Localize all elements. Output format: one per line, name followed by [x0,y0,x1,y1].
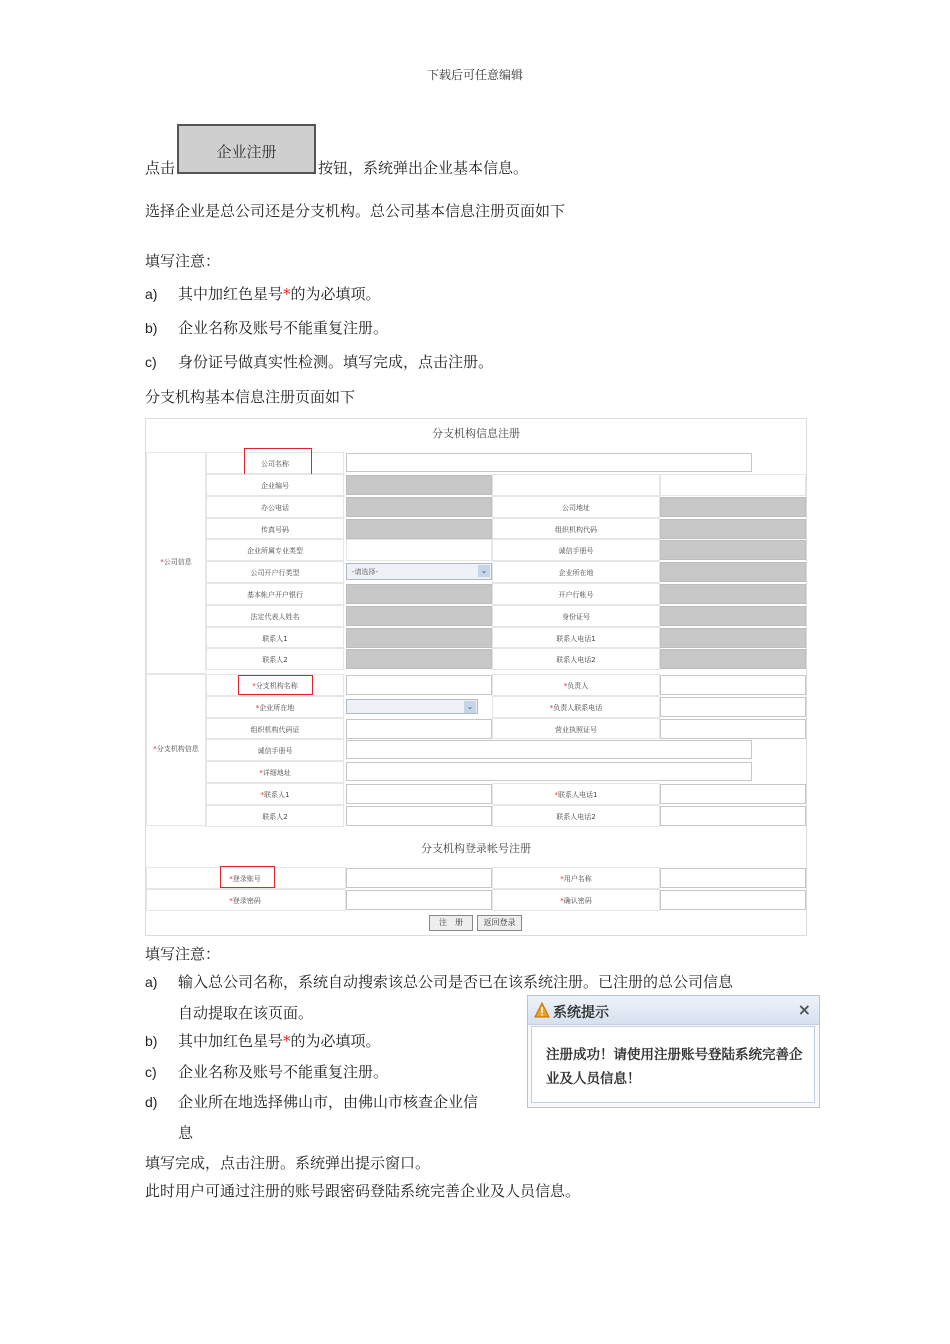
field-label: 开户行帐号 [558,591,594,599]
field-input-disabled [660,584,806,604]
chevron-down-icon: ⌄ [478,565,490,577]
field-input[interactable] [660,719,806,739]
intro-prefix: 点击 [145,159,176,177]
field-label: 企业所属专业类型 [247,547,303,556]
field-label [206,768,344,778]
note-text: 的为必填项。 [290,285,381,303]
login-section-title: 分支机构登录帐号注册 [421,842,531,855]
field-input[interactable] [660,890,806,910]
required-star: * [283,285,291,303]
required-star: * [560,875,564,883]
note-text: 其中加红色星号 [178,1032,284,1050]
required-star: * [229,875,233,883]
field-input[interactable] [346,784,492,804]
field-input[interactable] [660,784,806,804]
list-marker: a) [145,286,158,302]
field-input[interactable] [660,675,806,695]
field-input[interactable] [346,719,492,739]
empty-cell [660,474,806,496]
field-label: 企业所在地 [558,569,594,578]
required-star: * [153,745,157,753]
list-marker: b) [145,1033,158,1049]
field-label [492,790,660,800]
field-label [492,874,660,884]
required-star: * [252,682,256,690]
list-marker: c) [145,1064,157,1080]
field-input-disabled [346,519,492,539]
field-label: 公司地址 [562,503,590,512]
field-input-disabled [660,649,806,669]
select-value: -请选择- [352,568,379,577]
list-marker: d) [145,1094,158,1110]
form-title: 分支机构信息注册 [432,427,520,440]
list-marker: c) [145,354,157,370]
chevron-down-icon: ⌄ [464,701,476,713]
note-text: 企业名称及账号不能重复注册。 [178,319,389,337]
field-label: 法定代表人姓名 [250,612,300,621]
enterprise-register-label: 企业注册 [216,143,277,161]
back-to-login-button[interactable]: 返回登录 [477,915,522,931]
field-input-disabled [346,628,492,648]
field-input[interactable] [660,806,806,826]
field-label [492,681,660,691]
required-star: * [549,703,554,712]
field-label-text: 企业所在地 [259,703,295,712]
note-text: 企业所在地选择佛山市，由佛山市核查企业信 [178,1093,479,1111]
company-name-input[interactable] [346,453,752,472]
note-text: 企业名称及账号不能重复注册。 [178,1063,389,1081]
field-label-text: 负责人联系电话 [553,703,603,712]
field-input[interactable] [346,762,752,781]
enterprise-register-button [177,124,316,174]
field-input[interactable] [346,740,752,759]
field-label-text: 确认密码 [563,896,592,905]
field-label-text: 登录账号 [232,875,261,883]
field-label-text: 公司信息 [163,558,192,566]
para-done: 填写完成，点击注册。系统弹出提示窗口。 [145,1154,431,1172]
field-input-disabled [346,606,492,626]
para-select: 选择企业是总公司还是分支机构。总公司基本信息注册页面如下 [145,202,566,220]
field-label-text: 用户名称 [563,875,592,883]
field-label-text: 负责人 [567,682,589,690]
system-prompt-dialog [527,995,820,1108]
field-input-disabled [660,519,806,539]
field-input-disabled [660,628,806,648]
field-label: 联系人电话2 [556,812,596,821]
field-label-text: 分支机构名称 [255,682,298,690]
field-label: 组织机构代码证 [250,725,300,734]
field-label: 营业执照证号 [555,725,597,734]
field-label: 联系人电话2 [556,656,596,665]
dialog-title: 系统提示 [553,1005,609,1021]
note-text: 输入总公司名称，系统自动搜索该总公司是否已在该系统注册。已注册的总公司信息 [178,973,734,991]
close-icon[interactable]: × [797,1000,811,1019]
required-star: * [160,558,164,566]
field-label [206,896,284,906]
field-label: 联系人1 [262,634,288,643]
field-input[interactable] [346,806,492,826]
para-final: 此时用户可通过注册的账号跟密码登陆系统完善企业及人员信息。 [145,1182,581,1200]
field-label: 办公电话 [261,503,289,512]
location-select[interactable] [346,699,478,714]
field-label-text: 登录密码 [232,896,261,905]
field-input-disabled [346,584,492,604]
field-input-disabled [346,475,492,495]
empty-cell [346,539,492,561]
field-label: 传真号码 [261,525,289,534]
field-label [206,790,344,800]
field-label: 身份证号 [562,612,590,621]
field-label: 联系人2 [262,656,288,665]
field-label [492,896,660,906]
field-label: 联系人电话1 [556,634,596,643]
highlight-box [220,866,275,888]
field-input[interactable] [660,697,806,717]
para-branch: 分支机构基本信息注册页面如下 [145,388,356,406]
field-input-disabled [660,497,806,517]
note-text: 其中加红色星号 [178,285,284,303]
required-star: * [255,703,260,712]
required-star: * [260,791,265,799]
field-label-text: 联系人电话1 [558,791,598,799]
field-label: 诚信手册号 [257,747,293,756]
field-label [492,703,660,713]
section-company-label [146,557,206,567]
dialog-message: 注册成功！请使用注册账号登陆系统完善企业及人员信息！ [546,1047,803,1087]
field-input[interactable] [346,868,492,888]
field-input-disabled [660,562,806,582]
required-star: * [563,682,568,690]
notes2-heading: 填写注意： [145,945,221,963]
highlight-box [238,675,313,695]
dialog-titlebar [528,996,819,1025]
notes1-heading: 填写注意： [145,252,221,270]
field-label: 基本帐户开户银行 [247,591,303,599]
note-text: 的为必填项。 [290,1032,381,1050]
field-label-text: 分支机构信息 [156,745,199,753]
bank-type-select[interactable] [346,563,492,580]
list-marker: b) [145,320,158,336]
required-star: * [283,1032,291,1050]
warning-icon [534,1002,550,1018]
page-header: 下载后可任意编辑 [426,68,523,82]
field-label: 联系人2 [262,812,288,821]
field-label: 组织机构代码 [555,525,597,534]
branch-registration-form [145,418,807,936]
field-input-disabled [660,540,806,560]
field-label: 公司开户行类型 [250,569,300,578]
field-label-text: 详细地址 [262,769,291,778]
field-input[interactable] [346,675,492,695]
company-name-label: 公司名称 [261,460,289,468]
dialog-body [531,1026,815,1103]
note-text: 身份证号做真实性检测。填写完成，点击注册。 [178,353,494,371]
notes2-item-a-cont: 自动提取在该页面。 [178,1004,314,1022]
list-marker: a) [145,974,158,990]
required-star: * [259,769,263,778]
field-input-disabled [660,606,806,626]
field-input-disabled [346,497,492,517]
field-label: 诚信手册号 [558,547,594,556]
required-star: * [560,896,564,905]
register-button[interactable]: 注 册 [429,915,473,931]
section-branch-label [146,744,206,754]
highlight-box [244,448,312,475]
required-star: * [229,896,233,905]
field-input-disabled [346,649,492,669]
field-input[interactable] [660,868,806,888]
notes2-item-d-cont: 息 [178,1124,194,1142]
field-label-text: 联系人1 [264,791,290,799]
field-input[interactable] [346,890,492,910]
required-star: * [554,791,559,799]
label-cell [492,474,660,496]
field-label: 企业编号 [261,482,289,490]
field-label [206,703,344,713]
intro-suffix: 按钮，系统弹出企业基本信息。 [318,159,529,177]
